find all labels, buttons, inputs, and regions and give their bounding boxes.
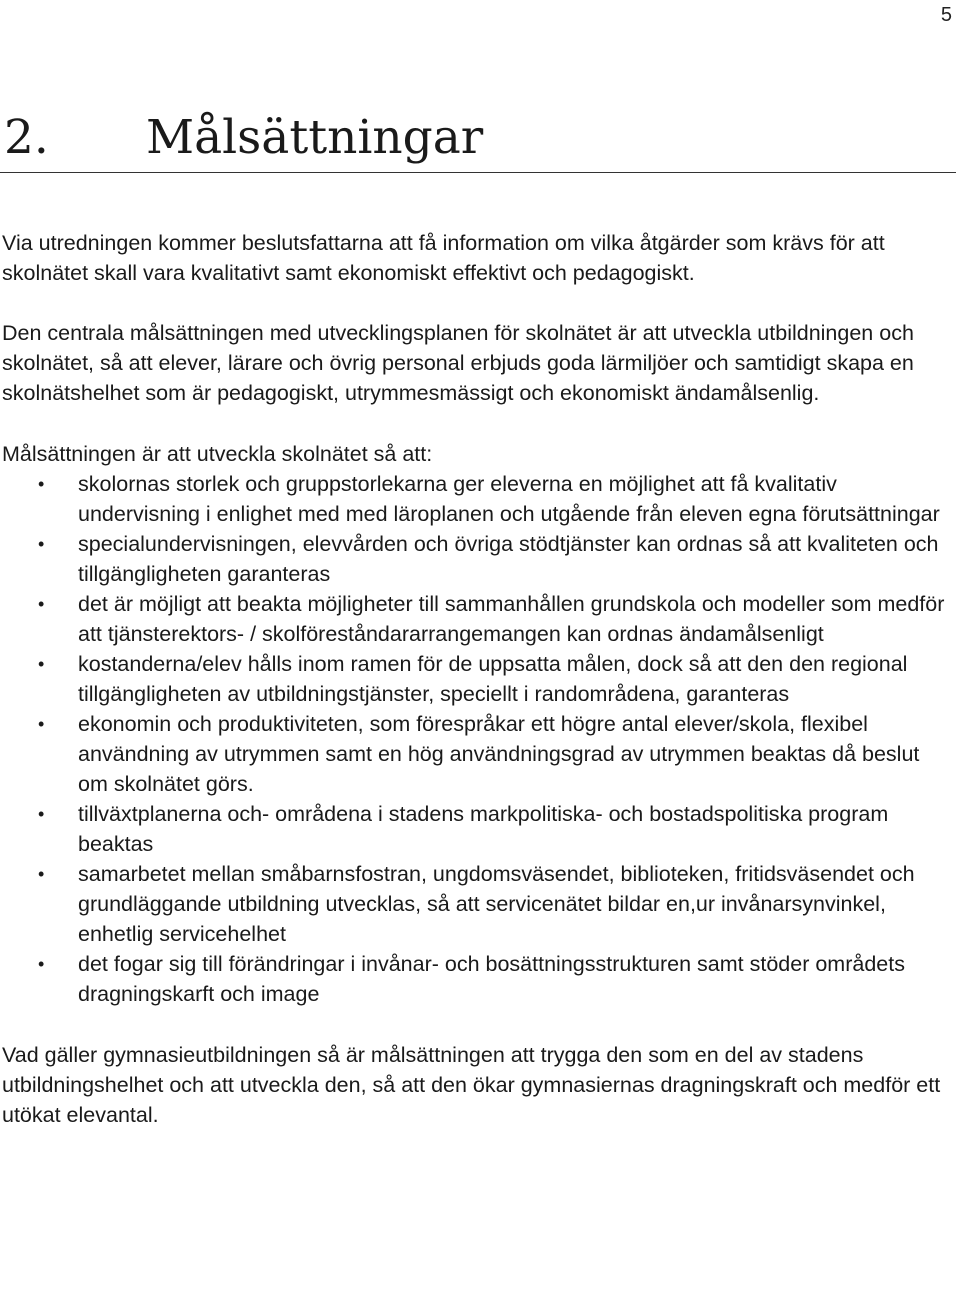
bullet-icon: • xyxy=(38,654,45,674)
list-item xyxy=(0,799,956,859)
bullet-icon: • xyxy=(38,714,45,734)
list-item xyxy=(0,859,956,949)
central-goal-paragraph: Den centrala målsättningen med utvecklingsplanen för skolnätet är att utveckla utbildningen och skolnätet, så att elever, lärare och övrig personal erbjuds goda lärmiljöer och samtidigt skapa en skolnätshelhet som är pedagogiskt, utrymmesmässigt och ekonomiskt ändamålsenlig. xyxy=(2,321,914,405)
bullet-icon: • xyxy=(38,534,45,554)
list-item xyxy=(0,529,956,589)
intro-paragraph: Via utredningen kommer beslutsfattarna att få information om vilka åtgärder som krävs för att skolnätet skall vara kvalitativt samt ekonomiskt effektivt och pedagogiskt. xyxy=(2,231,885,285)
list-item xyxy=(0,589,956,649)
goal-list-intro: Målsättningen är att utveckla skolnätet så att: xyxy=(2,442,433,466)
bullet-icon: • xyxy=(38,954,45,974)
list-item xyxy=(0,469,956,529)
page-number: 5 xyxy=(940,4,952,26)
section-title: Målsättningar xyxy=(146,110,484,165)
goal-list xyxy=(0,469,956,1009)
list-item xyxy=(0,649,956,709)
list-item-text: det fogar sig till förändringar i invånar- och bosättningsstrukturen samt stöder områdets dragningskarft och image xyxy=(78,952,905,1006)
list-item-text: specialundervisningen, elevvården och övriga stödtjänster kan ordnas så att kvaliteten och tillgängligheten garanteras xyxy=(78,532,939,586)
bullet-icon: • xyxy=(38,804,45,824)
list-item-text: kostanderna/elev hålls inom ramen för de uppsatta målen, dock så att den den regional tillgängligheten av utbildningstjänster, speciellt i randområdena, garanteras xyxy=(78,652,908,706)
list-item xyxy=(0,949,956,1009)
list-item-text: skolornas storlek och gruppstorlekarna ger eleverna en möjlighet att få kvalitativ undervisning i enlighet med med läroplanen och utgående från eleven egna förutsättningar xyxy=(78,472,940,526)
list-item-text: ekonomin och produktiviteten, som förespråkar ett högre antal elever/skola, flexibel användning av utrymmen samt en hög användningsgrad av utrymmen beaktas då beslut om skolnätet görs. xyxy=(78,712,920,796)
document-body xyxy=(0,228,956,1130)
bullet-icon: • xyxy=(38,474,45,494)
section-number: 2. xyxy=(4,110,49,165)
bullet-icon: • xyxy=(38,864,45,884)
closing-paragraph: Vad gäller gymnasieutbildningen så är målsättningen att trygga den som en del av stadens utbildningshelhet och att utveckla den, så att den ökar gymnasiernas dragningskraft och medför ett utökat elevantal. xyxy=(2,1043,941,1127)
list-item-text: det är möjligt att beakta möjligheter till sammanhållen grundskola och modeller som medför att tjänsterektors- / skolföreståndararrangemangen kan ordnas ändamålsenligt xyxy=(78,592,945,646)
list-item-text: samarbetet mellan småbarnsfostran, ungdomsväsendet, biblioteken, fritidsväsendet och grundläggande utbildning utvecklas, så att servicenätet bildar en,ur invånarsynvinkel, enhetlig servicehelhet xyxy=(78,862,915,946)
list-item xyxy=(0,709,956,799)
section-heading xyxy=(0,108,956,173)
bullet-icon: • xyxy=(38,594,45,614)
list-item-text: tillväxtplanerna och- områdena i stadens markpolitiska- och bostadspolitiska program beaktas xyxy=(78,802,889,856)
